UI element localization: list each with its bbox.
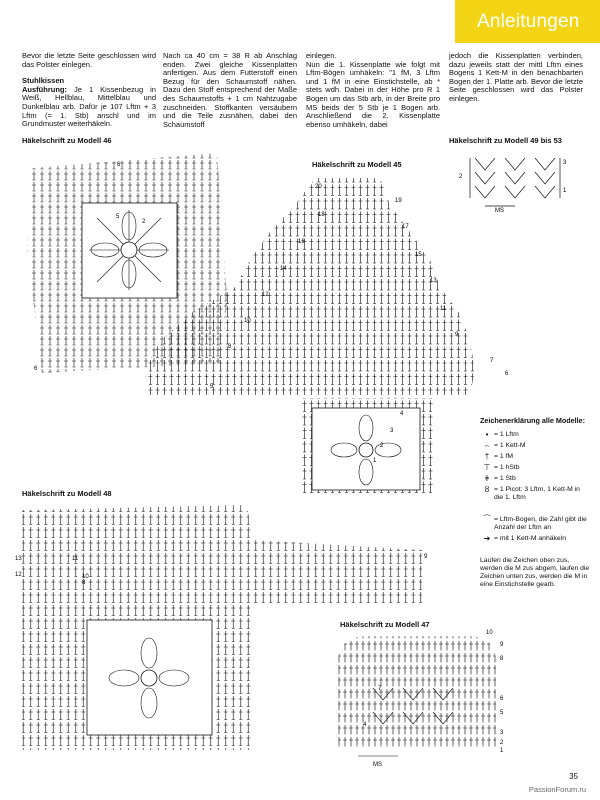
text-column-3 <box>306 52 440 137</box>
row-label: 10 <box>244 318 251 324</box>
row-label: 5 <box>210 384 214 390</box>
legend-item: • = 1 Lftm <box>480 431 590 439</box>
row-label: 1 <box>563 188 567 194</box>
row-label: 3 <box>500 730 504 736</box>
text-column-4 <box>449 52 583 112</box>
paragraph: Bevor die letzte Seite geschlossen wird das Polster einlegen. <box>22 51 156 69</box>
round-label: 6 <box>117 162 121 168</box>
chart-title-48: Häkelschrift zu Modell 48 <box>22 489 112 498</box>
row-label: 10 <box>82 574 89 580</box>
chain-icon: • <box>485 430 489 439</box>
picot-icon: ȣ <box>484 485 490 494</box>
double-crochet-icon: ǂ <box>484 474 490 483</box>
legend-item: ➔ = mit 1 Kett-M anhäkeln <box>480 535 590 543</box>
row-label: 2 <box>500 740 504 746</box>
row-label: 11 <box>440 306 447 312</box>
half-double-icon: ⊤ <box>483 463 491 472</box>
subheading: Stuhlkissen <box>22 76 65 86</box>
legend-item: ȣ = 1 Picot: 3 Lftm, 1 Kett-M in die 1. Lftm <box>480 486 590 502</box>
round-label: 5 <box>116 214 120 220</box>
row-label: 9 <box>424 554 428 560</box>
row-label: 11 <box>72 556 79 562</box>
row-label: 20 <box>315 184 322 190</box>
paragraph: Nach ca 40 cm = 38 R ab Anschlag enden. Zwei gleiche Kissenplatten anfertigen. Aus dem Futterstoff einen Bezug für den Schaumstoff nähen. Dazu den Stoff entsprechend der Maße des Schaumstoffs + 1 cm Nahtzugabe zuschneiden. Stoffkanten versäubern und die Teile zusnähen, dabei den Schaumstoff <box>163 51 297 129</box>
row-label: 12 <box>262 292 269 298</box>
chart-title-49-53: Häkelschrift zu Modell 49 bis 53 <box>449 136 562 145</box>
row-label: 18 <box>318 212 325 218</box>
chart-title-47: Häkelschrift zu Modell 47 <box>340 620 430 629</box>
round-label: 2 <box>142 219 146 225</box>
paragraph: einlegen. <box>306 51 337 60</box>
single-crochet-icon: † <box>484 452 490 461</box>
legend-item: ⌢ = 1 Kett-M <box>480 442 590 450</box>
chain-arc-icon: ⁀ <box>483 515 491 524</box>
row-label: 8 <box>500 656 504 662</box>
paragraph: Je 1 Kissenbezug in Weiß, Hellblau, Mittelblau und Dunkelblau arb. Dafür je 107 Lftm + 3 Lftm (= 1. Stb) anschl und im Grundmuster weiterhäkeln. <box>22 84 156 129</box>
row-label: 12 <box>15 572 22 578</box>
row-label: 6 <box>500 696 504 702</box>
row-label: 2 <box>459 174 463 180</box>
ms-label: MS <box>373 762 382 768</box>
page-number: 35 <box>569 772 578 781</box>
round-label: 6 <box>34 366 38 372</box>
crochet-chart-49-53 <box>455 150 575 215</box>
row-label: 8 <box>228 344 232 350</box>
ms-label: MS <box>495 208 504 214</box>
chart-title-46: Häkelschrift zu Modell 46 <box>22 136 112 145</box>
row-label: 7 <box>490 358 494 364</box>
chart-title-45: Häkelschrift zu Modell 45 <box>312 160 402 169</box>
row-label: 9 <box>500 642 504 648</box>
legend-item: ǂ = 1 Stb <box>480 475 590 483</box>
paragraph: jedoch die Kissenplatten verbinden, dazu jeweils statt der mittl Lftm eines Bogens 1 Kett-M in den benachbarten Bogen der 1. Platte arb. Bevor die letzte Seite geschlossen wird das Polster einlegen. <box>449 51 583 103</box>
row-label: 13 <box>15 556 22 562</box>
row-label: 19 <box>395 198 402 204</box>
row-label: 1 <box>373 458 377 464</box>
row-label: 3 <box>563 160 567 166</box>
legend-item: ⁀ = Lftm-Bogen, die Zahl gibt die Anzahl der Lftm an <box>480 516 590 532</box>
row-label: 10 <box>486 630 493 636</box>
legend-title: Zeichenerklärung alle Modelle: <box>480 416 586 425</box>
symbol-legend <box>480 416 590 589</box>
join-arrow-icon: ➔ <box>483 534 491 543</box>
row-label: 2 <box>380 443 384 449</box>
legend-note: Laufen die Zeichen oben zus, werden die M zus abgem, laufen die Zeichen unten zus, werden die M in eine Einstichstelle gearb. <box>480 557 590 588</box>
row-label: 4 <box>400 411 404 417</box>
row-label: 7 <box>378 686 382 692</box>
row-label: 13 <box>430 278 437 284</box>
text-column-1 <box>22 52 156 137</box>
watermark: PassionForum.ru <box>528 785 586 794</box>
label: Ausführung: <box>22 84 67 94</box>
row-label: 3 <box>390 428 394 434</box>
row-label: 4 <box>363 722 367 728</box>
row-label: 14 <box>280 266 287 272</box>
slip-stitch-icon: ⌢ <box>484 441 490 450</box>
row-label: 16 <box>298 239 305 245</box>
legend-item: † = 1 fM <box>480 453 590 461</box>
row-label: 5 <box>500 710 504 716</box>
section-title: Anleitungen <box>477 11 580 32</box>
row-label: 17 <box>402 224 409 230</box>
crochet-chart-47 <box>318 628 508 773</box>
legend-item: ⊤ = 1 hStb <box>480 464 590 472</box>
row-label: 6 <box>505 371 509 377</box>
row-label: 15 <box>415 252 422 258</box>
paragraph: Nun die 1. Kissenplatte wie folgt mit Lftm-Bögen umhäkeln: "1 fM, 3 Lftm und 1 fM in eine Einstichstelle, ab * stets wdh. Dabei in der Höhe pro R 1 Bogen um das Stb arb, in der Breite pro MS beids der 5 Stb je 1 Bogen arb. Anschließend die 2. Kissenplatte ebenso umhäkeln, dabei <box>306 59 440 129</box>
row-label: 1 <box>500 748 504 754</box>
row-label: 8 <box>82 580 86 586</box>
row-label: 9 <box>455 332 459 338</box>
section-header <box>455 0 600 43</box>
text-column-2 <box>163 52 297 137</box>
